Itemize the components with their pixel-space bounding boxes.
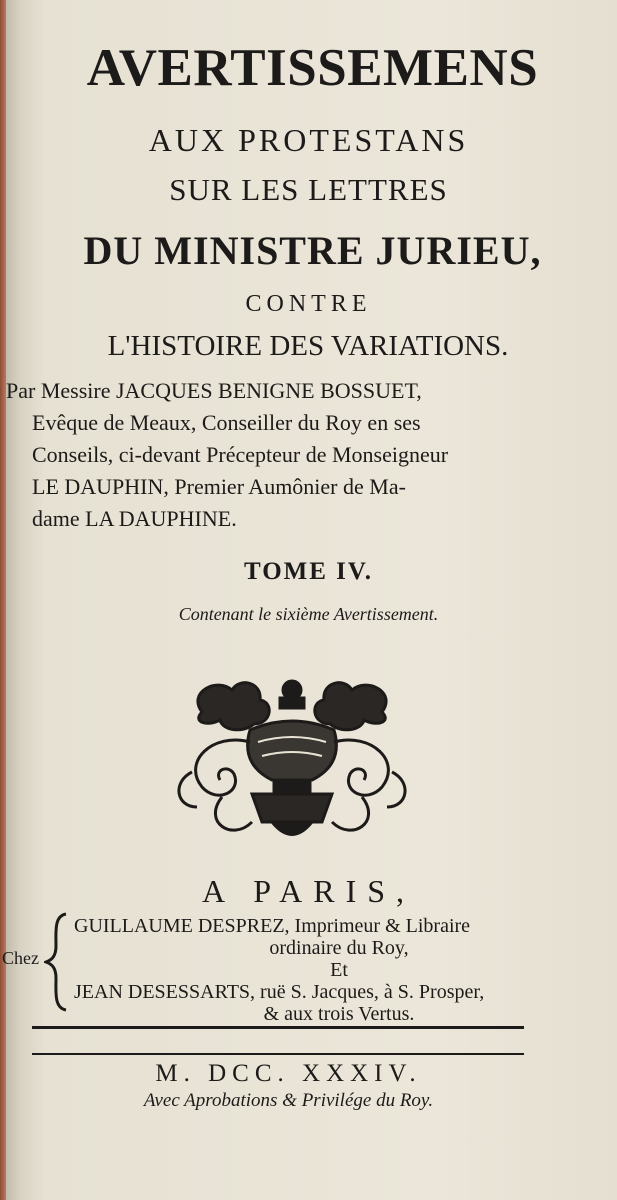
divider-rule — [32, 1026, 524, 1029]
publication-date: M. DCC. XXXIV. — [155, 1060, 422, 1087]
publisher-line-4: JEAN DESESSARTS, ruë S. Jacques, à S. Prosper, — [74, 981, 485, 1003]
publisher-line-1: GUILLAUME DESPREZ, Imprimeur & Libraire — [74, 915, 471, 937]
title-line-4: DU MINISTRE JURIEU, — [83, 228, 542, 273]
author-line-1: Par Messire JACQUES BENIGNE BOSSUET, — [6, 378, 422, 403]
title-line-3: SUR LES LETTRES — [169, 172, 448, 207]
volume-contents: Contenant le sixième Avertissement. — [178, 604, 439, 624]
imprint-city: A PARIS, — [201, 873, 416, 909]
urn-with-foliage-ornament-icon — [162, 672, 422, 862]
title-line-5: CONTRE — [245, 291, 372, 317]
author-line-5: dame LA DAUPHINE. — [32, 506, 237, 531]
title-line-2: AUX PROTESTANS — [148, 122, 469, 158]
publisher-line-2: ordinaire du Roy, — [269, 937, 409, 959]
publisher-line-5: & aux trois Vertus. — [263, 1003, 415, 1025]
author-line-2: Evêque de Meaux, Conseiller du Roy en ses — [32, 410, 421, 435]
divider-rule — [32, 1053, 524, 1055]
privilege-note: Avec Aprobations & Privilége du Roy. — [143, 1090, 434, 1111]
author-line-3: Conseils, ci-devant Précepteur de Monseigneur — [32, 442, 449, 467]
publisher-line-3: Et — [330, 959, 348, 981]
title-line-1: AVERTISSEMENS — [86, 39, 539, 97]
author-block — [6, 375, 606, 535]
title-line-6: L'HISTOIRE DES VARIATIONS. — [107, 330, 509, 362]
author-line-4: LE DAUPHIN, Premier Aumônier de Ma- — [32, 474, 406, 499]
chez-label: Chez — [2, 948, 39, 968]
curly-brace-icon — [44, 912, 72, 1012]
publisher-block — [74, 915, 604, 1025]
tome-number: TOME IV. — [243, 558, 373, 585]
